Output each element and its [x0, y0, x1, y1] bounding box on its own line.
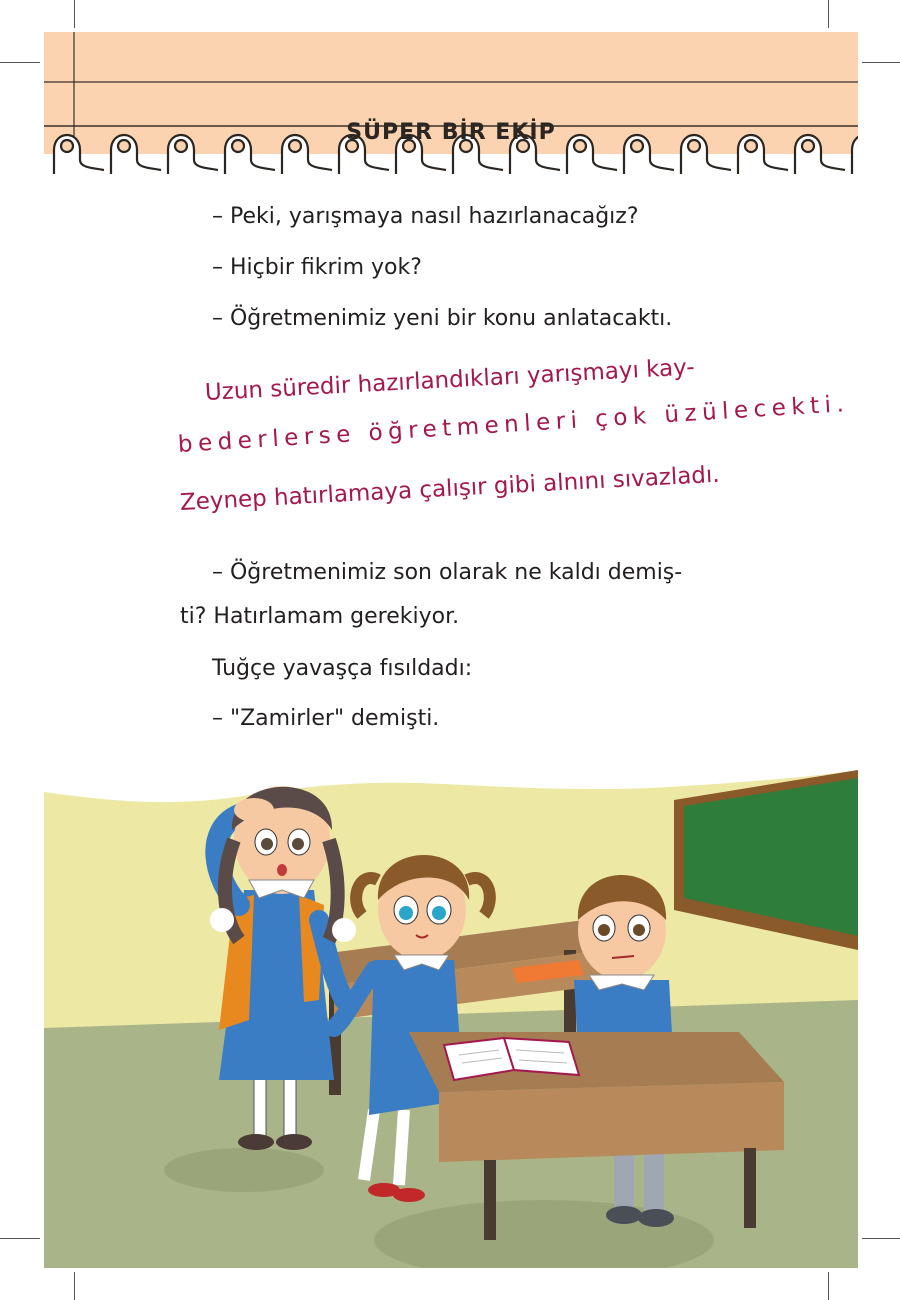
crop-mark [862, 1238, 900, 1239]
narration-line: Zeynep hatırlamaya çalışır gibi alnını sıvazladı. [179, 461, 721, 516]
dialogue-line: – Öğretmenimiz son olarak ne kaldı demiş- [212, 560, 683, 585]
crop-mark [0, 62, 40, 63]
notebook-rings-icon [44, 32, 858, 177]
narration-line: Uzun süredir hazırlandıkları yarışmayı kay- [204, 354, 696, 406]
narration-text: Tuğçe yavaşça fısıldadı: [212, 656, 473, 681]
dialogue-line: – Peki, yarışmaya nasıl hazırlanacağız? [212, 204, 639, 229]
crop-mark [828, 0, 829, 28]
chapter-banner [44, 32, 858, 177]
crop-mark [0, 1238, 40, 1239]
crop-mark [862, 62, 900, 63]
narration-line: bederlerse öğretmenleri çok üzülecekti. [177, 390, 851, 458]
dialogue-line: – Öğretmenimiz yeni bir konu anlatacaktı. [212, 306, 673, 331]
classroom-illustration [44, 770, 858, 1268]
dialogue-line: – Hiçbir fikrim yok? [212, 255, 422, 280]
crop-mark [74, 0, 75, 28]
crop-mark [74, 1272, 75, 1300]
chapter-title: SÜPER BİR EKİP [346, 120, 556, 145]
dialogue-line: – "Zamirler" demişti. [212, 706, 440, 731]
dialogue-line: ti? Hatırlamam gerekiyor. [180, 604, 460, 629]
crop-mark [828, 1272, 829, 1300]
